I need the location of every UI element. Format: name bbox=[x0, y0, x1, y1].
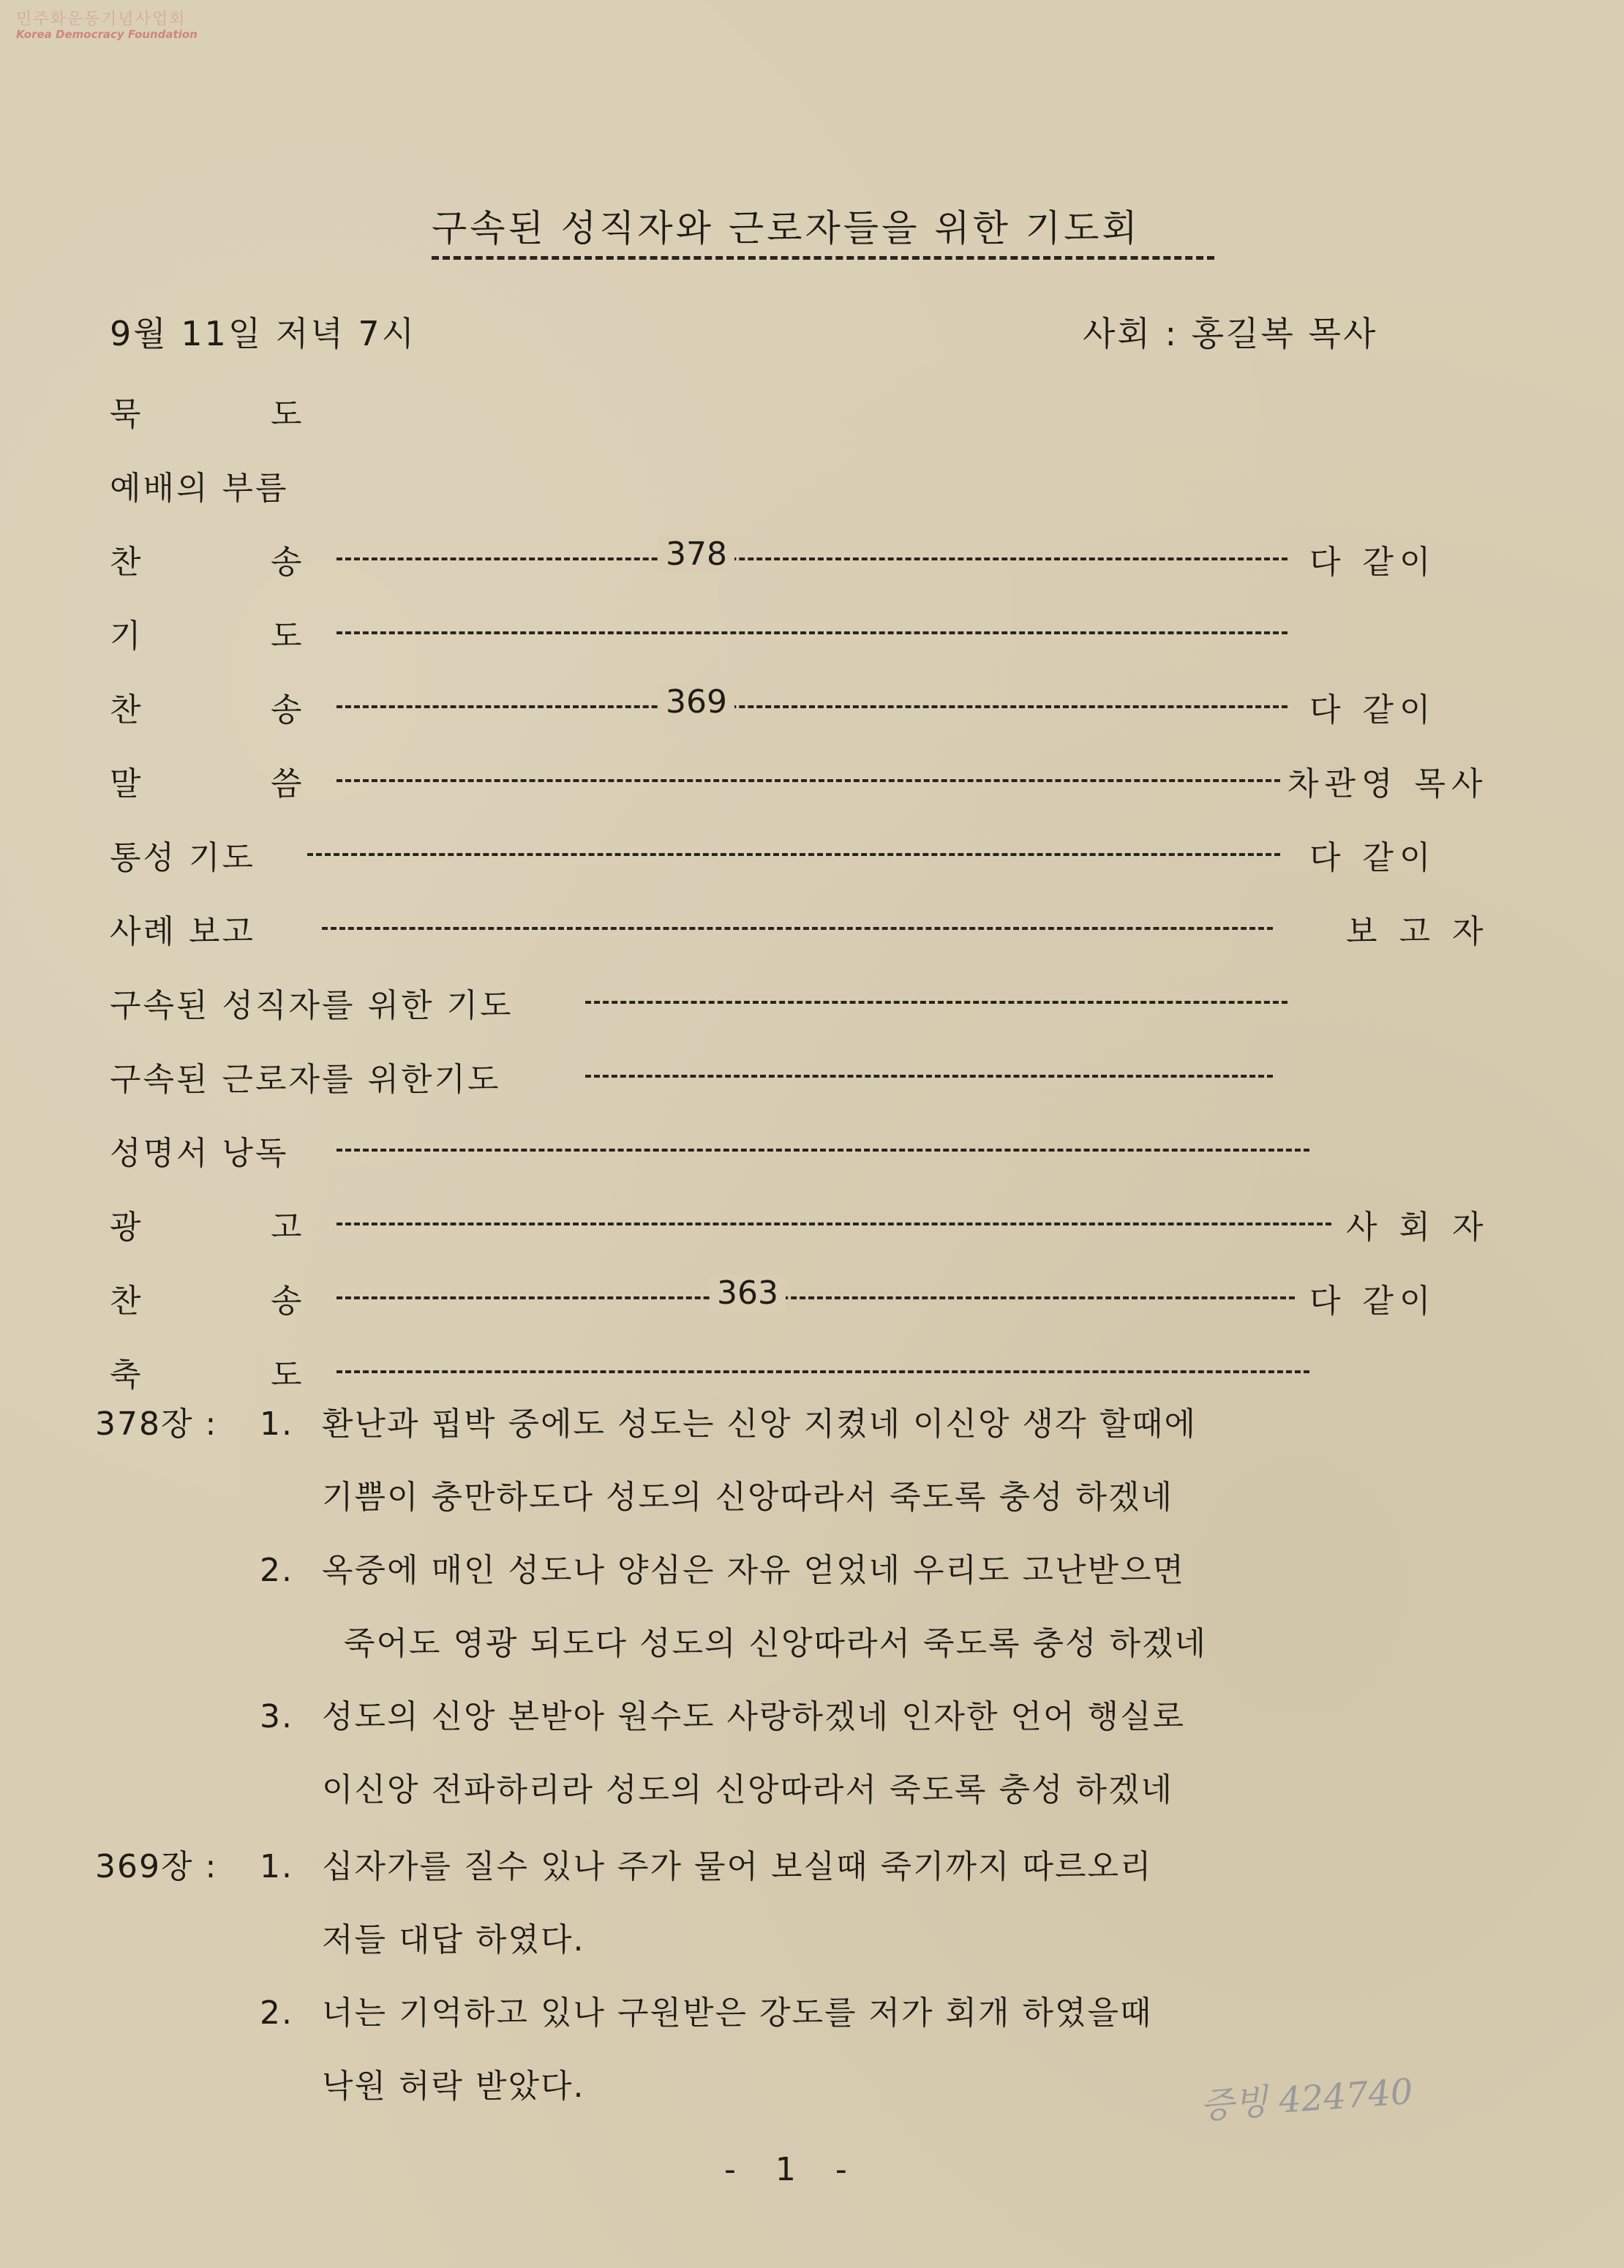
program-item-label: 구속된 근로자를 위한기도 bbox=[110, 1061, 501, 1098]
program-item-label-second: 씀 bbox=[271, 765, 302, 803]
title-underline bbox=[432, 256, 1214, 260]
program-item bbox=[110, 1348, 1544, 1392]
program-item-label-second: 고 bbox=[271, 1209, 302, 1246]
program-item-label: 말 bbox=[110, 765, 143, 803]
archive-stamp: 증빙 424740 bbox=[1198, 2070, 1415, 2128]
program-item bbox=[110, 536, 1544, 579]
verse-line: 옥중에 매인 성도나 양심은 자유 얻었네 우리도 고난받으면 bbox=[322, 1552, 1185, 1589]
verse-line: 기쁨이 충만하도다 성도의 신앙따라서 죽도록 충성 하겠네 bbox=[322, 1479, 1174, 1516]
verse-line: 성도의 신앙 본받아 원수도 사랑하겠네 인자한 언어 행실로 bbox=[322, 1698, 1185, 1735]
program-item-label-second: 송 bbox=[271, 544, 302, 581]
program-item-label-second: 송 bbox=[271, 1283, 302, 1320]
program-item-label: 구속된 성직자를 위한 기도 bbox=[110, 987, 514, 1024]
program-item bbox=[110, 462, 1544, 506]
verse-line: 이신앙 전파하리라 성도의 신앙따라서 죽도록 충성 하겠네 bbox=[322, 1771, 1174, 1809]
hymn-number: 363 bbox=[710, 1274, 786, 1312]
program-item-leader: 차관영 목사 bbox=[1287, 765, 1489, 803]
program-item-label: 사례 보고 bbox=[110, 913, 256, 950]
program-item-label: 묵 bbox=[110, 396, 143, 433]
program-item-leader: 다 같이 bbox=[1309, 691, 1437, 729]
program-item-label: 찬 bbox=[110, 691, 143, 729]
hymn-number: 369 bbox=[658, 683, 734, 721]
service-moderator: 사회 : 홍길복 목사 bbox=[1083, 314, 1378, 353]
verse-line: 십자가를 질수 있나 주가 물어 보실때 죽기까지 따르오리 bbox=[322, 1848, 1153, 1885]
leader-dash-line bbox=[337, 779, 1280, 782]
program-item-leader: 보 고 자 bbox=[1346, 913, 1489, 950]
program-item-label: 기 bbox=[110, 617, 143, 655]
watermark-english: Korea Democracy Foundation bbox=[16, 28, 198, 42]
hymn-heading: 378장 : bbox=[95, 1405, 218, 1443]
program-item bbox=[110, 1053, 1544, 1097]
program-item bbox=[110, 831, 1544, 875]
hymn-number: 378 bbox=[658, 536, 734, 573]
leader-dash-line bbox=[337, 1223, 1331, 1225]
verse-number: 2. bbox=[260, 1994, 293, 2032]
leader-dash-line bbox=[337, 1370, 1309, 1373]
program-item bbox=[110, 683, 1544, 727]
program-item bbox=[110, 905, 1544, 949]
program-item-leader: 다 같이 bbox=[1309, 839, 1437, 876]
leader-dash-line bbox=[322, 927, 1273, 930]
program-item-leader: 사 회 자 bbox=[1346, 1209, 1489, 1246]
leader-dash-line bbox=[337, 1149, 1309, 1152]
verse-number: 3. bbox=[260, 1698, 293, 1735]
program-item-leader: 다 같이 bbox=[1309, 544, 1437, 581]
program-item-label-second: 도 bbox=[271, 396, 302, 433]
program-item bbox=[110, 1127, 1544, 1171]
program-item-label: 성명서 낭독 bbox=[110, 1135, 289, 1172]
program-item-label: 축 bbox=[110, 1356, 143, 1394]
verse-line: 저들 대답 하였다. bbox=[322, 1921, 585, 1959]
program-item-label-second: 도 bbox=[271, 617, 302, 655]
leader-dash-line bbox=[337, 1296, 1295, 1299]
service-date: 9월 11일 저녁 7시 bbox=[110, 314, 417, 353]
leader-dash-line bbox=[337, 631, 1287, 634]
watermark-korean: 민주화운동기념사업회 bbox=[16, 10, 187, 29]
verse-number: 1. bbox=[260, 1405, 293, 1443]
program-item-label: 광 bbox=[110, 1209, 143, 1246]
leader-dash-line bbox=[337, 557, 1287, 560]
verse-line: 낙원 허락 받았다. bbox=[322, 2068, 585, 2105]
program-item-label: 찬 bbox=[110, 1283, 143, 1320]
program-item bbox=[110, 757, 1544, 801]
hymn-heading: 369장 : bbox=[95, 1848, 218, 1885]
verse-line: 너는 기억하고 있나 구원받은 강도를 저가 회개 하였을때 bbox=[322, 1994, 1153, 2032]
document-title: 구속된 성직자와 근로자들을 위한 기도회 bbox=[432, 207, 1140, 249]
program-item bbox=[110, 979, 1544, 1023]
foundation-watermark bbox=[16, 10, 198, 42]
program-item-leader: 다 같이 bbox=[1309, 1283, 1437, 1320]
program-item-label-second: 송 bbox=[271, 691, 302, 729]
program-item-label: 찬 bbox=[110, 544, 143, 581]
program-item-label-second: 도 bbox=[271, 1356, 302, 1394]
leader-dash-line bbox=[585, 1001, 1287, 1004]
program-item-label: 예배의 부름 bbox=[110, 470, 289, 507]
verse-line: 죽어도 영광 되도다 성도의 신앙따라서 죽도록 충성 하겠네 bbox=[344, 1625, 1207, 1662]
verse-number: 2. bbox=[260, 1552, 293, 1589]
program-item bbox=[110, 388, 1544, 432]
program-item-label: 통성 기도 bbox=[110, 839, 256, 876]
leader-dash-line bbox=[585, 1075, 1273, 1078]
leader-dash-line bbox=[307, 853, 1280, 856]
program-item bbox=[110, 1201, 1544, 1244]
leader-dash-line bbox=[337, 705, 1287, 708]
verse-number: 1. bbox=[260, 1848, 293, 1885]
program-item bbox=[110, 1274, 1544, 1318]
program-item bbox=[110, 609, 1544, 653]
page-number: - 1 - bbox=[724, 2151, 862, 2188]
verse-line: 환난과 핍박 중에도 성도는 신앙 지켰네 이신앙 생각 할때에 bbox=[322, 1405, 1197, 1443]
